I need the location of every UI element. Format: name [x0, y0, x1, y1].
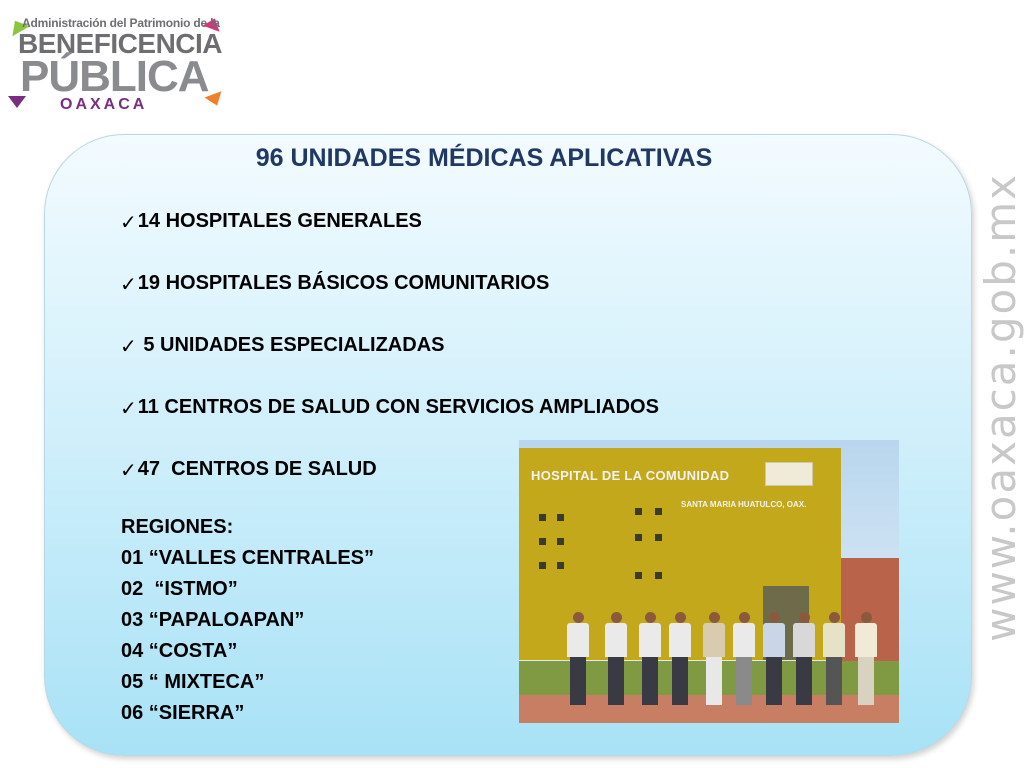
list-item-text: 14 HOSPITALES GENERALES: [137, 210, 422, 232]
check-icon: ✓: [120, 460, 137, 482]
window: [635, 572, 642, 579]
vertical-url-text: www.oaxaca.gob.mx: [975, 172, 1024, 642]
person-figure: [763, 612, 785, 705]
check-icon: ✓: [120, 274, 137, 296]
logo-line-beneficencia: BENEFICENCIA: [18, 28, 223, 59]
list-item-text: 5 UNIDADES ESPECIALIZADAS: [137, 334, 445, 356]
person-figure: [823, 612, 845, 705]
hospital-photo: [519, 440, 899, 723]
regions-block: [121, 516, 374, 733]
region-item: 05 “ MIXTECA”: [121, 671, 265, 693]
region-item: 04 “COSTA”: [121, 640, 238, 662]
check-icon: ✓: [120, 398, 137, 420]
list-item: [120, 334, 659, 396]
logo-line-publica: PÚBLICA: [20, 52, 209, 101]
emblem-icon: [765, 462, 813, 486]
person-figure: [855, 612, 877, 705]
window: [557, 514, 564, 521]
person-figure: [669, 612, 691, 705]
window: [635, 534, 642, 541]
person-figure: [605, 612, 627, 705]
region-item: 06 “SIERRA”: [121, 702, 245, 724]
check-icon: ✓: [120, 212, 137, 234]
person-figure: [733, 612, 755, 705]
window: [655, 572, 662, 579]
regions-heading: REGIONES:: [121, 516, 234, 538]
window: [557, 562, 564, 569]
window: [635, 508, 642, 515]
logo-line-oaxaca: OAXACA: [60, 96, 148, 113]
person-figure: [703, 612, 725, 705]
list-item: [120, 272, 659, 334]
list-item-text: 47 CENTROS DE SALUD: [137, 458, 377, 480]
check-icon: ✓: [120, 336, 137, 358]
window: [655, 534, 662, 541]
window: [539, 562, 546, 569]
list-item: [120, 210, 659, 272]
hospital-location-sign: SANTA MARIA HUATULCO, OAX.: [681, 500, 807, 509]
slide-title: 96 UNIDADES MÉDICAS APLICATIVAS: [255, 144, 713, 172]
window: [539, 538, 546, 545]
region-item: 01 “VALLES CENTRALES”: [121, 547, 374, 569]
region-item: 03 “PAPALOAPAN”: [121, 609, 305, 631]
window: [539, 514, 546, 521]
list-item-text: 11 CENTROS DE SALUD CON SERVICIOS AMPLIADOS: [137, 396, 659, 418]
vertical-url: [976, 132, 1024, 682]
logo-top-line: Administración del Patrimonio de la: [22, 16, 220, 30]
window: [655, 508, 662, 515]
person-figure: [567, 612, 589, 705]
person-figure: [793, 612, 815, 705]
region-item: 02 “ISTMO”: [121, 578, 238, 600]
list-item-text: 19 HOSPITALES BÁSICOS COMUNITARIOS: [137, 272, 550, 294]
hospital-sign: HOSPITAL DE LA COMUNIDAD: [531, 468, 730, 483]
person-figure: [639, 612, 661, 705]
window: [557, 538, 564, 545]
logo: [8, 14, 223, 114]
